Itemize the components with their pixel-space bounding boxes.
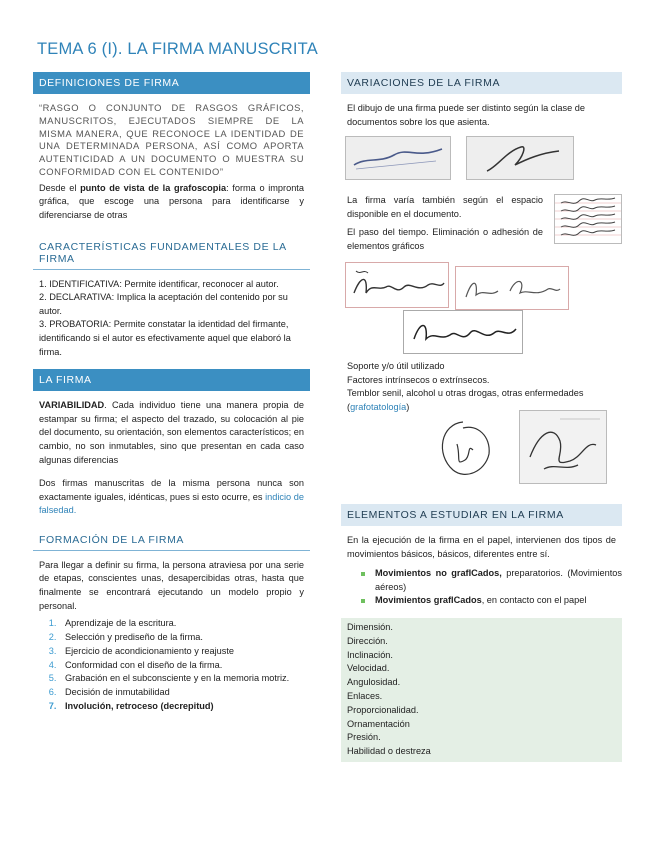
elemento-item: Enlaces.: [347, 690, 383, 701]
signature-lined-paper-image: [554, 194, 622, 244]
signature-image-1: [345, 136, 451, 180]
signature-image-2: [466, 136, 574, 180]
right-column: [341, 72, 622, 129]
elementos-intro: En la ejecución de la firma en el papel, intervienen dos tipos de movimientos básicos, básicos, diferentes entre sí.: [347, 535, 616, 559]
formacion-intro: Para llegar a definir su firma, la persona atraviesa por una serie de etapas, conscientes unas, desapercibidas otras, hasta que finalmente se encontrará ejecutando un modelo propio y personal.: [39, 559, 304, 611]
elemento-item: Dimensión.: [347, 621, 393, 632]
caracteristica-item: 1. IDENTIFICATIVA: Permite identificar, reconocer al autor.: [39, 278, 279, 289]
la-firma-heading: LA FIRMA: [33, 369, 310, 391]
variaciones-text-block: [347, 194, 543, 253]
tremor-signature-image-2: [519, 410, 607, 484]
elemento-item: Velocidad.: [347, 663, 390, 674]
falsedad-paragraph: Dos firmas manuscritas de la misma persona nunca son exactamente iguales, idénticas, pues si esto ocurre, es indicio de falsedad.: [39, 478, 304, 516]
caracteristicas-list: [33, 278, 310, 360]
grafoscopia-definition: Desde el punto de vista de la grafoscopia: forma o impronta gráfica, que escoge una persona para identificarse y diferenciarse de otras: [39, 182, 304, 220]
formacion-step: 6. Decisión de inmutabilidad: [59, 686, 310, 700]
elemento-item: Dirección.: [347, 635, 388, 646]
factor-item: Soporte y/o útil utilizado: [347, 361, 445, 371]
variaciones-p1: El dibujo de una firma puede ser distinto según la clase de documentos sobre los que asienta.: [347, 103, 586, 127]
tremor-signature-image-1: [427, 414, 499, 486]
movimientos-list: [341, 567, 622, 608]
definiciones-heading: DEFINICIONES DE FIRMA: [33, 72, 310, 94]
page-title: TEMA 6 (I). LA FIRMA MANUSCRITA: [37, 40, 318, 58]
variaciones-p2: La firma varía también según el espacio disponible en el documento.: [347, 195, 543, 219]
formacion-step: 3. Ejercicio de acondicionamiento y reajuste: [59, 645, 310, 659]
formacion-step: 2. Selección y prediseño de la firma.: [59, 631, 310, 645]
bullet-icon: [361, 599, 365, 603]
falsedad-link[interactable]: indicio de falsedad.: [39, 491, 304, 516]
elemento-item: Angulosidad.: [347, 677, 401, 688]
left-column: [33, 72, 310, 714]
formacion-step: 5. Grabación en el subconsciente y en la memoria motriz.: [59, 672, 310, 686]
caracteristicas-heading: CARACTERÍSTICAS FUNDAMENTALES DE LA FIRMA: [33, 237, 310, 270]
formacion-step: 7. Involución, retroceso (decrepitud): [59, 700, 310, 714]
caracteristica-item: 2. DECLARATIVA: Implica la aceptación del contenido por su autor.: [39, 292, 288, 316]
factor-item: Factores intrínsecos o extrínsecos.: [347, 374, 490, 385]
elementos-heading: ELEMENTOS A ESTUDIAR EN LA FIRMA: [341, 504, 622, 526]
variaciones-p3: El paso del tiempo. Eliminación o adhesión de elementos gráficos: [347, 227, 543, 251]
grafotatologia-link[interactable]: grafotatología: [350, 401, 407, 412]
variabilidad-paragraph: VARIABILIDAD. Cada individuo tiene una manera propia de estampar su firma; el aspecto del trazado, su colocación al pie del documento, su orientación, son elementos característicos; en cambio, no son inmutables, sino que presentan en cada caso algunas diferencias: [39, 400, 304, 465]
elemento-item: Habilidad o destreza: [347, 746, 431, 757]
elemento-item: Presión.: [347, 732, 381, 743]
movimiento-item: Movimientos grafICados, en contacto con el papel: [361, 594, 622, 608]
variaciones-heading: VARIACIONES DE LA FIRMA: [341, 72, 622, 94]
formacion-step: 1. Aprendizaje de la escritura.: [59, 617, 310, 631]
temblor-paragraph: Temblor senil, alcohol u otras drogas, otras enfermedades (grafotatología): [347, 388, 584, 412]
signature-image-5: [403, 310, 523, 354]
formacion-step: 4. Conformidad con el diseño de la firma.: [59, 659, 310, 673]
formacion-steps: [33, 617, 310, 714]
elemento-item: Inclinación.: [347, 649, 393, 660]
factores-block: [347, 360, 619, 414]
signature-image-4: [455, 266, 569, 310]
definition-quote: “RASGO O CONJUNTO DE RASGOS GRÁFICOS, MANUSCRITOS, EJECUTADOS SIEMPRE DE LA MISMA MANERA, QUE RECONOCE LA IDENTIDAD DE UNA DETERMINADA PERSONA, ASÍ COMO APORTA AUTENTICIDAD A UN DOCUMENTO O MUESTRA SU CONFORMIDAD CON EL CONTENIDO”: [39, 102, 304, 177]
movimiento-item: Movimientos no grafICados, preparatorios. (Movimientos aéreos): [361, 567, 622, 594]
signature-image-3: [345, 262, 449, 308]
elemento-item: Ornamentación: [347, 718, 410, 729]
elementos-section: [341, 504, 622, 762]
elemento-item: Proporcionalidad.: [347, 704, 419, 715]
bullet-icon: [361, 572, 365, 576]
caracteristica-item: 3. PROBATORIA: Permite constatar la identidad del firmante, identificando si el autor es efectivamente aquel que elaboró la firma.: [39, 319, 291, 357]
elementos-list: [341, 618, 622, 762]
formacion-heading: FORMACIÓN DE LA FIRMA: [33, 530, 310, 551]
